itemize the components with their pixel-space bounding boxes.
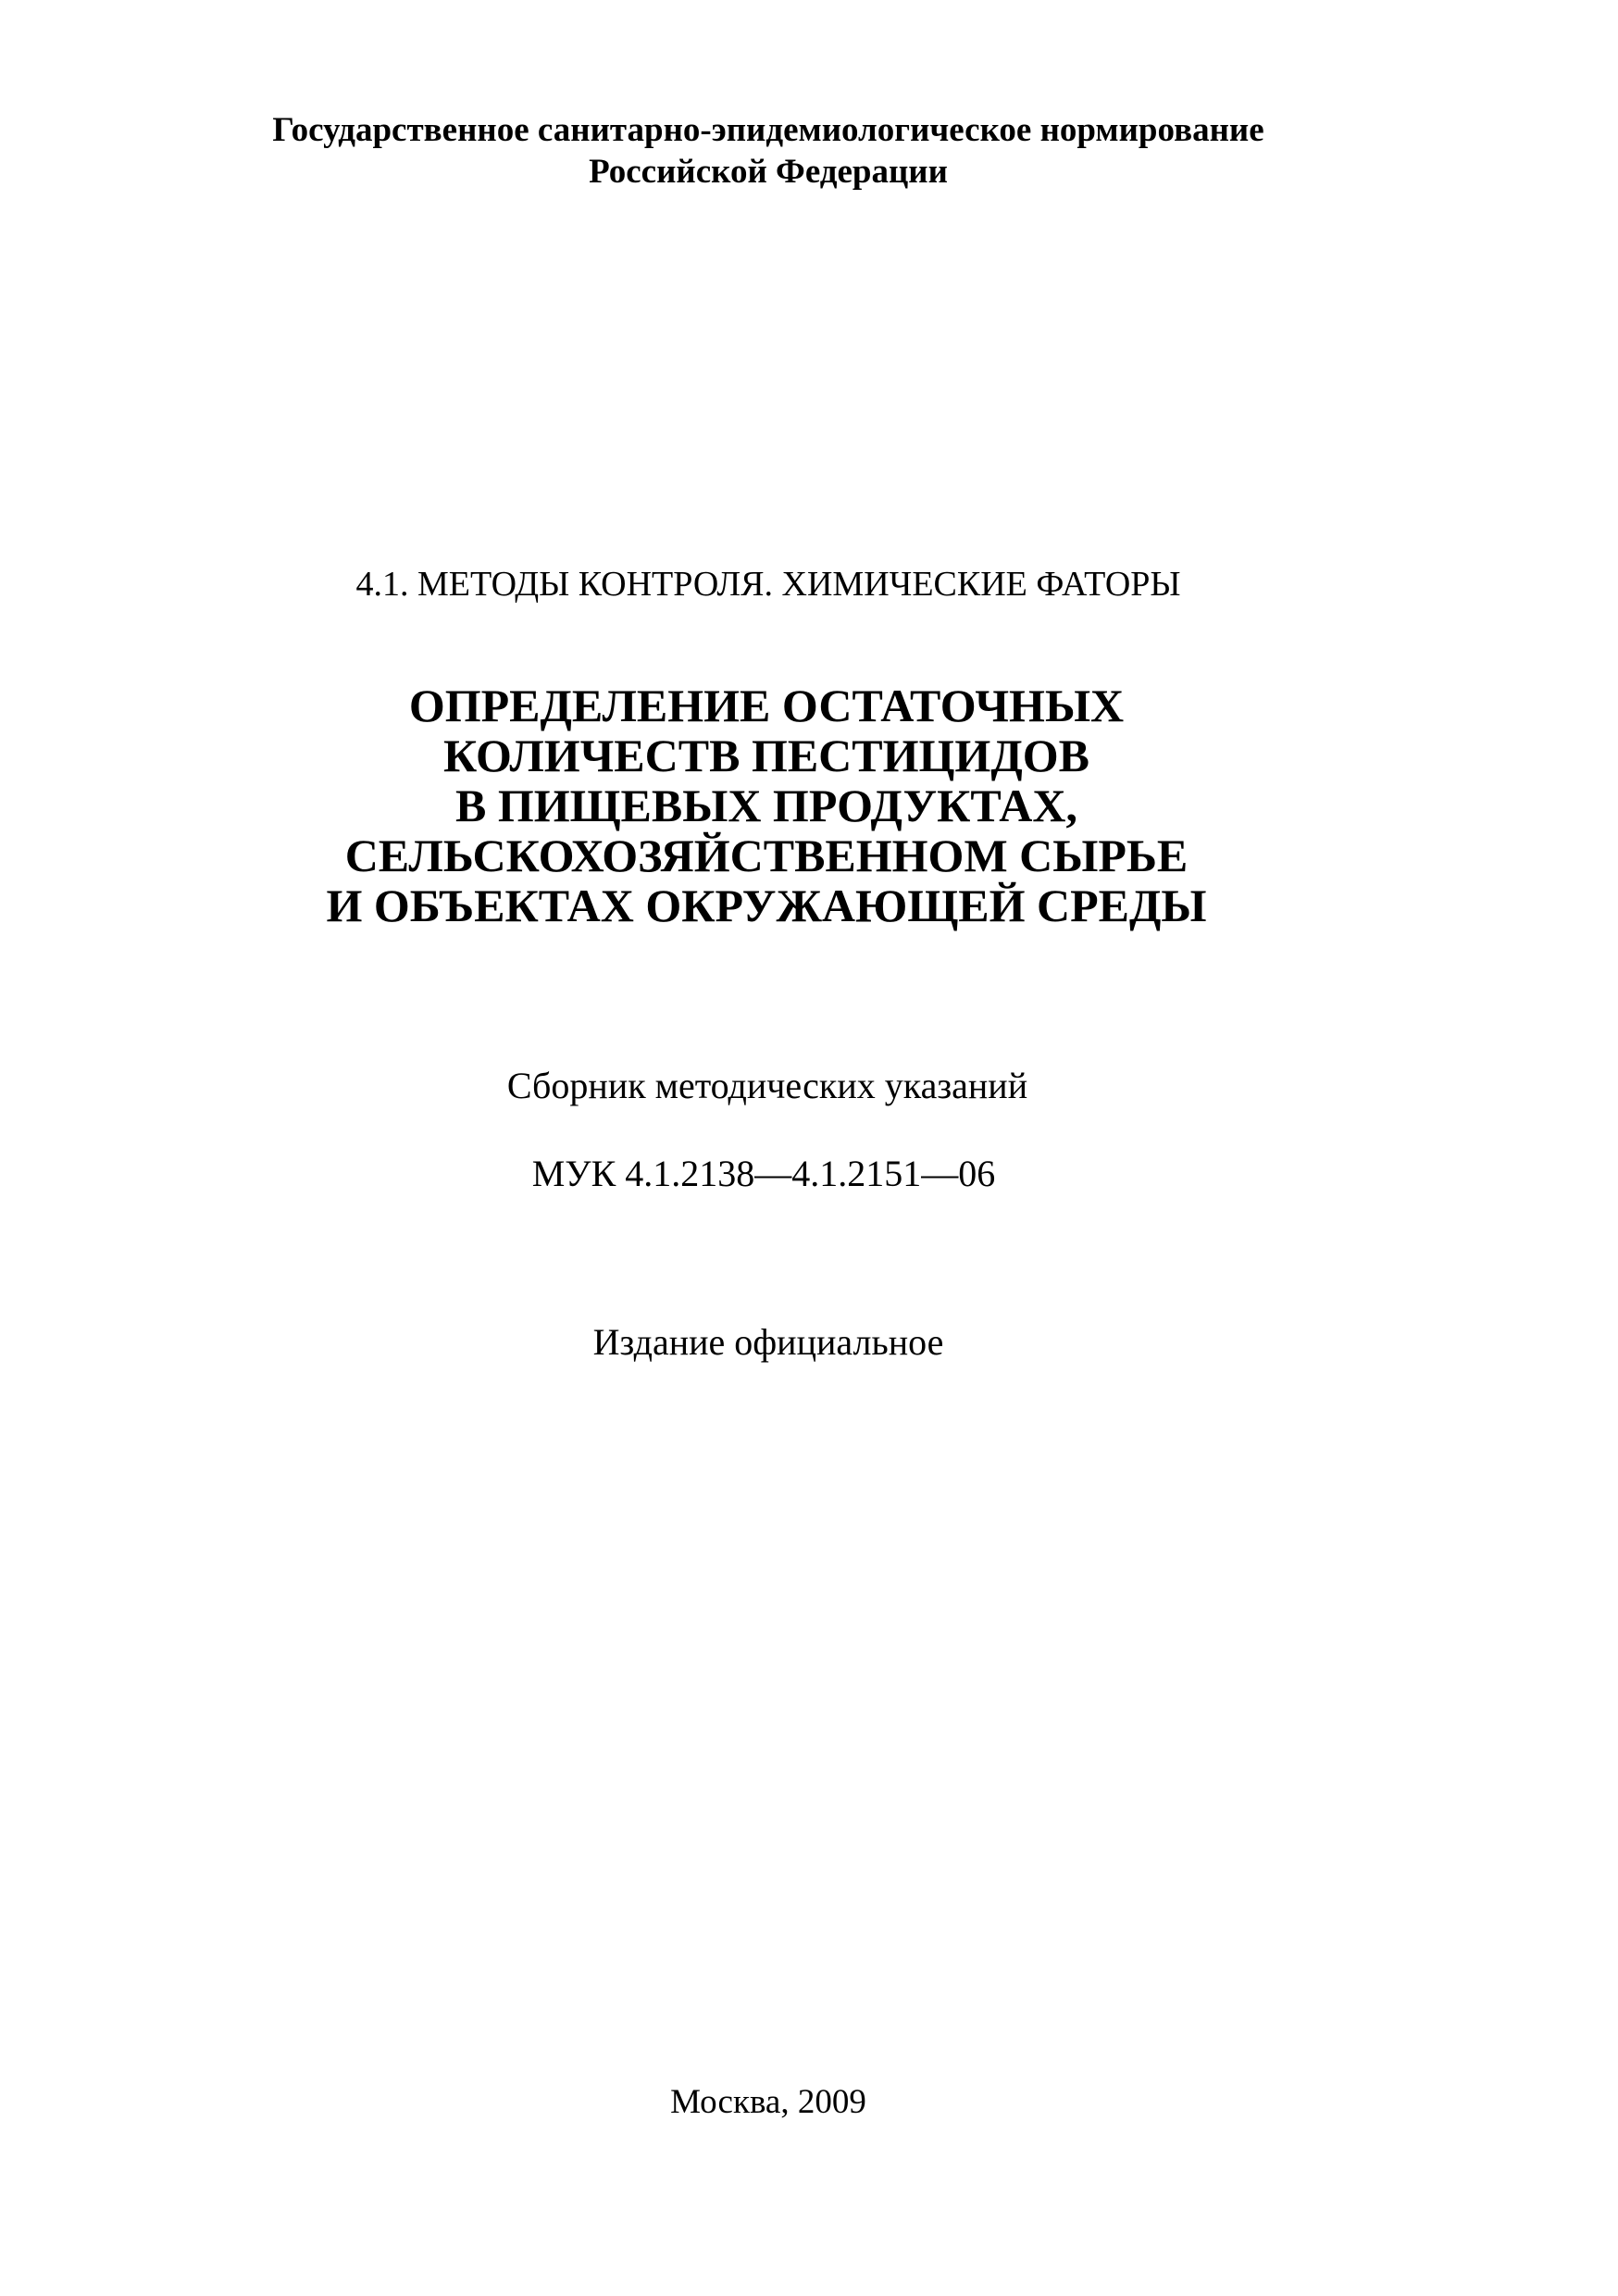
title-line-4: СЕЛЬСКОХОЗЯЙСТВЕННОМ СЫРЬЕ xyxy=(344,830,1189,881)
city-year: Москва, 2009 xyxy=(670,2083,866,2121)
title-line-3: В ПИЩЕВЫХ ПРОДУКТАХ, xyxy=(454,780,1078,831)
section-heading: 4.1. МЕТОДЫ КОНТРОЛЯ. ХИМИЧЕСКИЕ ФАТОРЫ xyxy=(355,565,1181,604)
edition-note: Издание официальное xyxy=(592,1321,944,1363)
title-line-1: ОПРЕДЕЛЕНИЕ ОСТАТОЧНЫХ xyxy=(408,680,1125,731)
title-line-5: И ОБЪЕКТАХ ОКРУЖАЮЩЕЙ СРЕДЫ xyxy=(326,880,1207,931)
publisher-header-line-1: Государственное санитарно-эпидемиологическое нормирование xyxy=(272,111,1264,149)
title-line-2: КОЛИЧЕСТВ ПЕСТИЦИДОВ xyxy=(443,730,1089,781)
publisher-header xyxy=(0,109,1537,193)
publisher-header-line-2: Российской Федерации xyxy=(589,153,948,191)
document-title xyxy=(0,680,1533,930)
document-subtitle: Сборник методических указаний xyxy=(506,1065,1028,1106)
document-code: МУК 4.1.2138—4.1.2151—06 xyxy=(531,1153,996,1194)
